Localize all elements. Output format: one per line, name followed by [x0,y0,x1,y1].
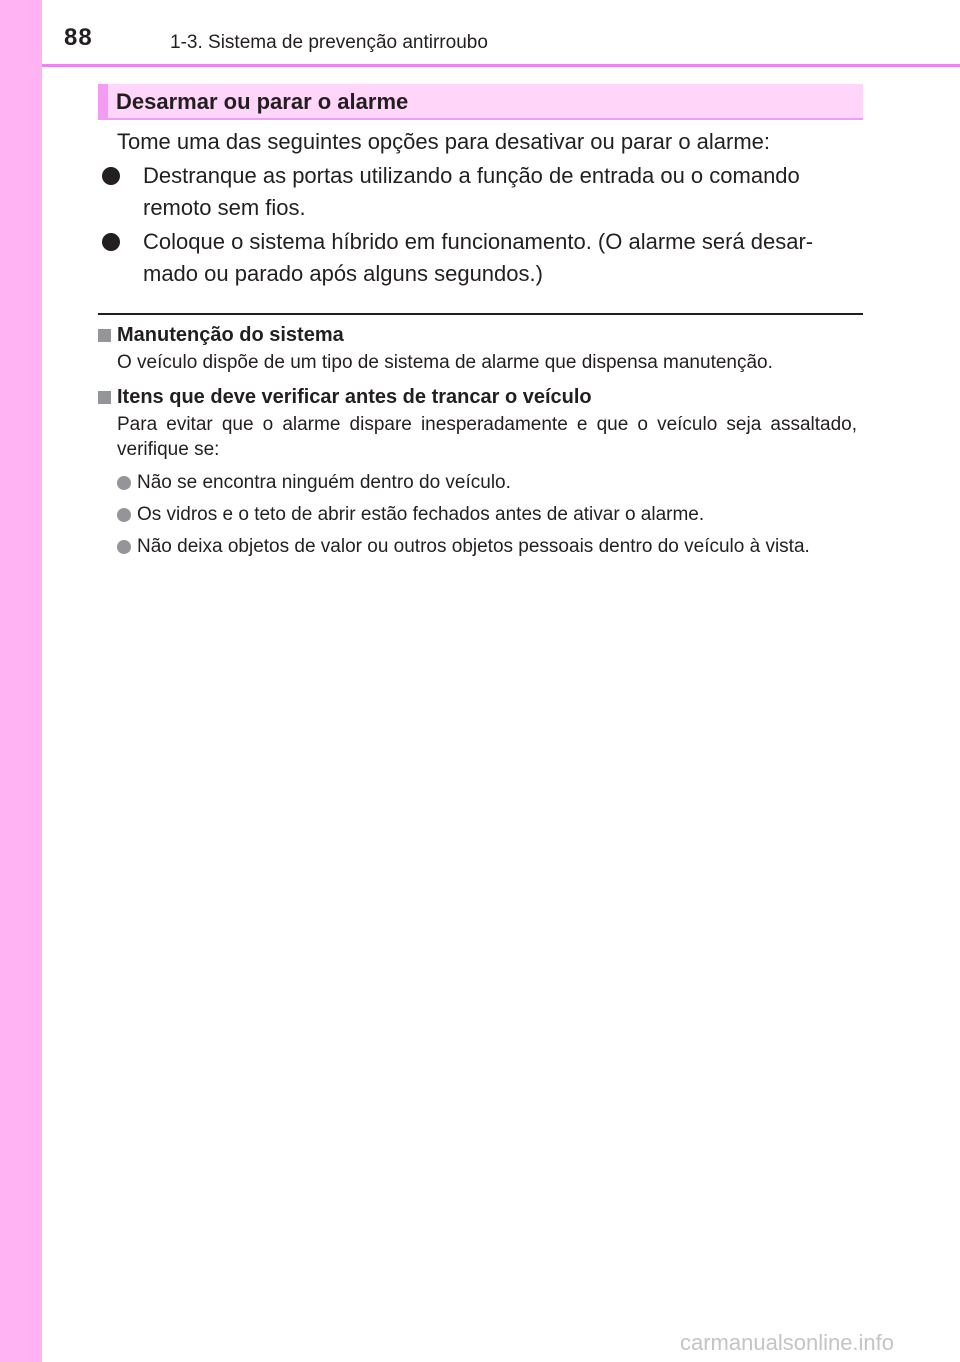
note-title: Manutenção do sistema [117,324,344,346]
bullet-icon [117,476,131,490]
bullet-icon [102,233,120,251]
note-heading [98,384,863,410]
note-body: O veículo dispõe de um tipo de sistema de alarme que dispensa manutenção. [117,352,773,373]
note-heading [98,322,863,348]
section-intro: Tome uma das seguintes opções para desativar ou parar o alarme: [117,129,771,154]
list-item [117,502,863,527]
page-number: 88 [64,24,93,51]
checklist-text: Os vidros e o teto de abrir estão fechados antes de ativar o alarme. [137,504,705,525]
section-heading [98,84,863,120]
note-body: Para evitar que o alarme dispare inesperadamente e que o veículo seja assaltado, verifique se: [117,414,857,460]
square-bullet-icon [98,391,111,404]
side-color-band [0,0,42,1362]
list-item [117,470,863,495]
option-list [98,160,868,292]
list-item [117,534,863,559]
watermark: carmanualsonline.info [680,1330,895,1355]
option-text: Destranque as portas utilizando a função de entrada ou o comando remoto sem fios. [143,163,800,220]
note-maintenance [98,322,863,375]
checklist [117,470,863,566]
chapter-title: 1-3. Sistema de prevenção antirroubo [170,32,488,53]
checklist-text: Não deixa objetos de valor ou outros objetos pessoais dentro do veículo à vista. [137,536,810,557]
checklist-text: Não se encontra ninguém dentro do veículo. [137,472,511,493]
header-divider [42,64,960,67]
square-bullet-icon [98,329,111,342]
option-text: Coloque o sistema híbrido em funcionamento. (O alarme será desar-mado ou parado após alguns segundos.) [143,229,814,286]
list-item [98,160,868,224]
note-title: Itens que deve verificar antes de trancar o veículo [117,386,592,408]
note-checklist [98,384,863,462]
bullet-icon [117,540,131,554]
bullet-icon [102,167,120,185]
list-item [98,226,868,290]
bullet-icon [117,508,131,522]
notes-divider [98,313,863,315]
section-title: Desarmar ou parar o alarme [116,89,409,114]
